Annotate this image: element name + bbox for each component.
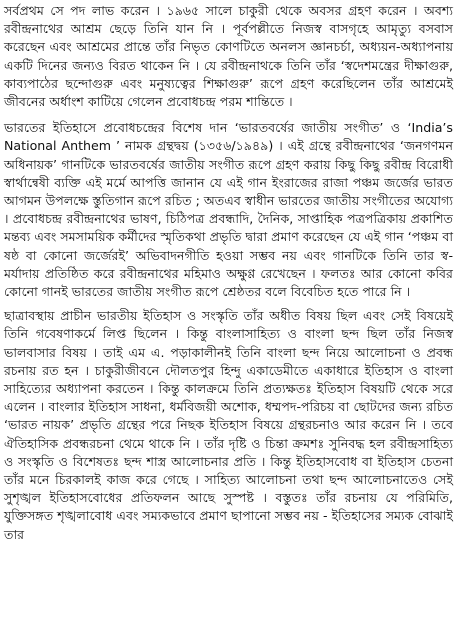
paragraph-national-anthem: ভারতের ইতিহাসে প্রবোধচন্দ্রের বিশেষ দান ‘ভারতবর্ষের জাতীয় সংগীত’ ও ‘India’s National Anthem ’ নামক গ্রন্থদ্বয় (১৩৫৬/১৯৪৯) । এই গ্রন্থে রবীন্দ্রনাথের ‘জনগণমন অধিনায়ক’ গানটিকে ভারতবর্ষের জাতীয় সংগীত রূপে গ্রহণ করায় কিছু কিছু রবীন্দ্র বিরোধী স্বার্থান্বেষী ব্যক্তি এই মর্মে আপত্তি জানান যে এই গান ইংরাজের রাজা পঞ্চম জর্জের ভারত আগমন উপলক্ষে স্তুতিগান রূপে রচিত ; অতএব স্বাধীন ভারতের জাতীয় সংগীতের অযোগ্য । প্রবোধচন্দ্র রবীন্দ্রনাথের ভাষণ, চিঠিপত্র প্রবন্ধাদি, দৈনিক, সাপ্তাহিক পত্রপত্রিকায় প্রকাশিত মন্তব্য এবং সমসাময়িক কর্মীদের স্মৃতিকথা প্রভৃতি দ্বারা প্রমাণ করেছেন যে এই গান ‘পঞ্চম বা ষষ্ঠ বা কোনো জর্জেরই’ অভিবাদনগীতি হওয়া সম্ভব নয় এবং গানটিকে তিনি তার স্ব-মর্যাদায় প্রতিষ্ঠিত করে রবীন্দ্রনাথের মহিমাও অক্ষুণ্ণ রেখেছেন । ফলতঃ আর কোনো কবির কোনো গানই ভারতের জাতীয় সংগীত রূপে শ্রেষ্ঠতর বলে বিবেচিত হতে পারে নি । — [4, 120, 453, 300]
paragraph-history-studies: ছাত্রাবস্থায় প্রাচীন ভারতীয় ইতিহাস ও সংস্কৃতি তাঁর অধীত বিষয় ছিল এবং সেই বিষয়েই তিনি গবেষণাকর্মে লিপ্ত ছিলেন । কিন্তু বাংলাসাহিত্য ও বাংলা ছন্দ ছিল তাঁর নিজস্ব ভালবাসার বিষয় । তাই এম এ. পড়াকালীনই তিনি বাংলা ছন্দ নিয়ে আলোচনা ও প্রবন্ধ রচনায় রত হন । চাকুরীজীবনে দৌলতপুর হিন্দু একাডেমীতে একাধারে ইতিহাস ও বাংলা সাহিত্যের অধ্যাপনা করতেন । কিন্তু কালক্রমে তিনি প্রত্যক্ষতঃ ইতিহাস বিষয়টি থেকে সরে এলেন । বাংলার ইতিহাস সাধনা, ধর্মবিজয়ী অশোক, ধম্মপদ-পরিচয় বা ছোটদের জন্য রচিত ‘ভারত নায়ক’ প্রভৃতি গ্রন্থের পরে নিছক ইতিহাস বিষয়ে গ্রন্থরচনাও আর করেন নি । তবে ঐতিহাসিক প্রবন্ধরচনা থেমে থাকে নি । তাঁর দৃষ্টি ও চিন্তা ক্রমশঃ সুনিবদ্ধ হল রবীন্দ্রসাহিত্য ও সংস্কৃতি ও বিশেষতঃ ছন্দ শাস্ত্র আলোচনার প্রতি । কিন্তু ইতিহাসবোধ বা ইতিহাস চেতনা তাঁর মনে চিরকালই কাজ করে গেছে । সাহিত্য আলোচনা তথা ছন্দ আলোচনাতেও সেই সুশৃঙ্খল ইতিহাসবোধের প্রতিফলন আছে সুস্পষ্ট । বস্তুতঃ তাঁর রচনায় যে পরিমিতি, যুক্তিসঙ্গত শৃঙ্খলাবোধ এবং সম্যকভাবে প্রমাণ ছাপানো সম্ভব নয় - ইতিহাসের সম্যক বোঝাই তার — [4, 308, 453, 542]
paragraph-retirement: সর্বপ্রথম সে পদ লাভ করেন । ১৯৬৫ সালে চাকুরী থেকে অবসর গ্রহণ করেন । অবশ্য রবীন্দ্রনাথের আশ্রম ছেড়ে তিনি যান নি । পূর্বপল্লীতে নিজস্ব বাসগৃহে আমৃত্যু বসবাস করেছেন এবং আশ্রমের প্রান্তে তাঁর নিভৃত কোণটিতে অনলস জ্ঞানচর্চা, অধ্যয়ন-অধ্যাপনায় একটি দিনের জন্যও বিরত থাকেন নি । যে রবীন্দ্রনাথকে তিনি তাঁর ‘স্বদেশমন্ত্রের দীক্ষাগুরু, কাব্যপাঠের ছন্দোগুরু এবং মনুষ্যত্বের শিক্ষাগুরু’ রূপে গ্রহণ করেছিলেন তাঁর আশ্রমেই জীবনের অর্ধাংশ কাটিয়ে গেলেন প্রবোধচন্দ্র পরম শান্তিতে । — [4, 3, 453, 110]
paragraph-spacer — [4, 111, 453, 119]
